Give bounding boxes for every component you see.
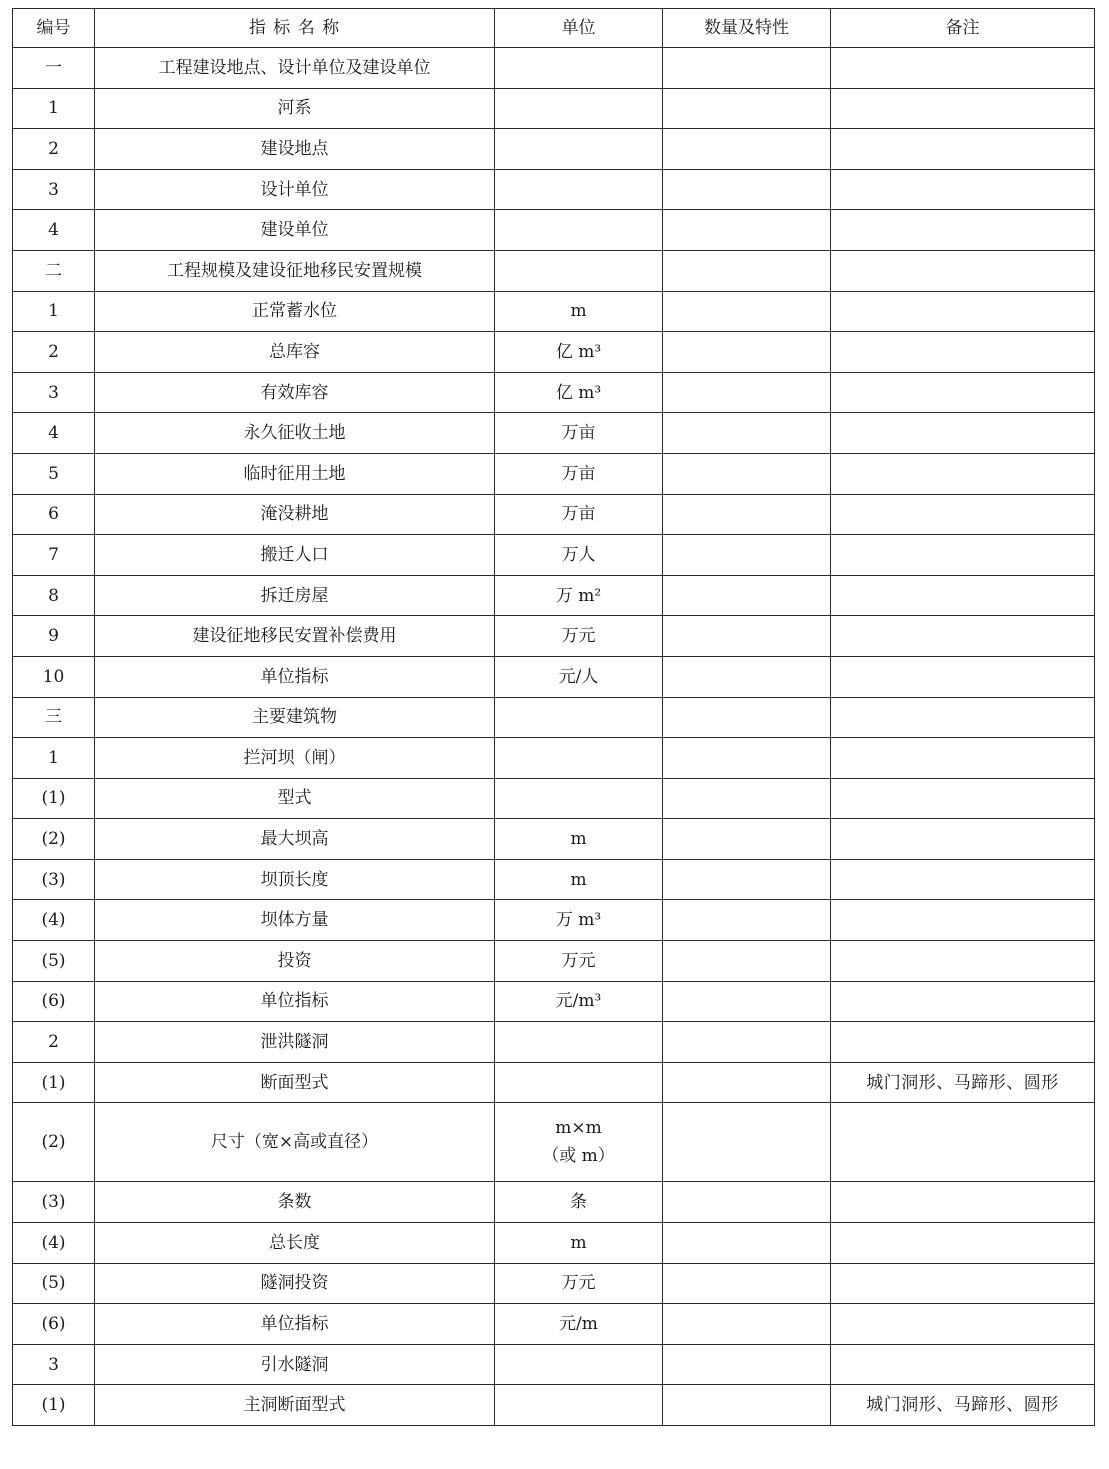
indicator-name-cell: 断面型式 [95, 1062, 495, 1103]
unit-cell [495, 1062, 663, 1103]
row-number-cell: 一 [13, 48, 95, 89]
indicator-name-cell: 河系 [95, 88, 495, 129]
indicator-name-cell: 隧洞投资 [95, 1263, 495, 1304]
unit-cell: 万元 [495, 941, 663, 982]
indicator-name-cell: 主要建筑物 [95, 697, 495, 738]
indicator-name-cell: 建设单位 [95, 210, 495, 251]
remarks-cell [831, 535, 1095, 576]
row-number-cell: 10 [13, 656, 95, 697]
remarks-cell [831, 250, 1095, 291]
unit-cell: 万 m³ [495, 900, 663, 941]
unit-cell: 条 [495, 1182, 663, 1223]
indicator-name-cell: 总库容 [95, 332, 495, 373]
indicator-name-cell: 拆迁房屋 [95, 575, 495, 616]
quantity-cell [663, 48, 831, 89]
unit-cell [495, 1344, 663, 1385]
indicator-name-cell: 型式 [95, 778, 495, 819]
remarks-cell [831, 413, 1095, 454]
remarks-cell [831, 697, 1095, 738]
remarks-cell [831, 372, 1095, 413]
row-number-cell: 5 [13, 453, 95, 494]
table-row [13, 1385, 1095, 1426]
indicator-name-cell: 有效库容 [95, 372, 495, 413]
indicator-name-cell: 单位指标 [95, 1304, 495, 1345]
table-row [13, 738, 1095, 779]
unit-cell: 元/m [495, 1304, 663, 1345]
quantity-cell [663, 819, 831, 860]
indicator-name-cell: 单位指标 [95, 656, 495, 697]
row-number-cell: 二 [13, 250, 95, 291]
indicator-table [12, 8, 1095, 1426]
row-number-cell: (5) [13, 1263, 95, 1304]
quantity-cell [663, 981, 831, 1022]
unit-cell: 元/m³ [495, 981, 663, 1022]
unit-cell: m [495, 1223, 663, 1264]
table-row [13, 1263, 1095, 1304]
quantity-cell [663, 1263, 831, 1304]
unit-line-1: m×m [555, 1118, 602, 1139]
remarks-cell [831, 819, 1095, 860]
row-number-cell: (5) [13, 941, 95, 982]
quantity-cell [663, 859, 831, 900]
table-row [13, 372, 1095, 413]
remarks-cell [831, 210, 1095, 251]
quantity-cell [663, 129, 831, 170]
unit-cell: 万人 [495, 535, 663, 576]
quantity-cell [663, 372, 831, 413]
quantity-cell [663, 656, 831, 697]
row-number-cell: 3 [13, 169, 95, 210]
indicator-name-cell: 设计单位 [95, 169, 495, 210]
row-number-cell: (4) [13, 900, 95, 941]
remarks-cell [831, 169, 1095, 210]
quantity-cell [663, 1223, 831, 1264]
row-number-cell: 1 [13, 291, 95, 332]
row-number-cell: 4 [13, 210, 95, 251]
indicator-name-cell: 主洞断面型式 [95, 1385, 495, 1426]
table-row [13, 941, 1095, 982]
indicator-name-cell: 拦河坝（闸） [95, 738, 495, 779]
remarks-cell [831, 1263, 1095, 1304]
table-row [13, 819, 1095, 860]
unit-cell [495, 697, 663, 738]
indicator-name-cell: 单位指标 [95, 981, 495, 1022]
quantity-cell [663, 575, 831, 616]
row-number-cell: (3) [13, 859, 95, 900]
unit-cell [495, 1103, 663, 1182]
row-number-cell: (1) [13, 1385, 95, 1426]
row-number-cell: (6) [13, 1304, 95, 1345]
unit-cell [495, 129, 663, 170]
quantity-cell [663, 1304, 831, 1345]
header-row [13, 9, 1095, 48]
unit-cell [495, 1022, 663, 1063]
remarks-cell [831, 453, 1095, 494]
indicator-name-cell: 总长度 [95, 1223, 495, 1264]
row-number-cell: 2 [13, 1022, 95, 1063]
row-number-cell: (2) [13, 1103, 95, 1182]
table-row [13, 494, 1095, 535]
unit-cell: 元/人 [495, 656, 663, 697]
row-number-cell: 8 [13, 575, 95, 616]
remarks-cell [831, 494, 1095, 535]
table-row [13, 129, 1095, 170]
indicator-name-cell: 建设征地移民安置补偿费用 [95, 616, 495, 657]
remarks-cell: 城门洞形、马蹄形、圆形 [831, 1385, 1095, 1426]
indicator-name-cell: 引水隧洞 [95, 1344, 495, 1385]
remarks-cell: 城门洞形、马蹄形、圆形 [831, 1062, 1095, 1103]
quantity-cell [663, 210, 831, 251]
table-row [13, 900, 1095, 941]
row-number-cell: 1 [13, 88, 95, 129]
quantity-cell [663, 291, 831, 332]
indicator-name-cell: 坝体方量 [95, 900, 495, 941]
table-row [13, 656, 1095, 697]
unit-cell: 万元 [495, 1263, 663, 1304]
row-number-cell: 2 [13, 129, 95, 170]
remarks-cell [831, 1103, 1095, 1182]
quantity-cell [663, 88, 831, 129]
table-row [13, 1022, 1095, 1063]
unit-cell [495, 210, 663, 251]
indicator-name-cell: 条数 [95, 1182, 495, 1223]
table-row [13, 1103, 1095, 1182]
unit-cell: 万亩 [495, 453, 663, 494]
remarks-cell [831, 1344, 1095, 1385]
remarks-cell [831, 1182, 1095, 1223]
row-number-cell: 9 [13, 616, 95, 657]
header-quantity: 数量及特性 [663, 9, 831, 48]
unit-cell [495, 778, 663, 819]
remarks-cell [831, 88, 1095, 129]
quantity-cell [663, 535, 831, 576]
unit-cell [495, 250, 663, 291]
table-row [13, 332, 1095, 373]
row-number-cell: 6 [13, 494, 95, 535]
remarks-cell [831, 291, 1095, 332]
quantity-cell [663, 1103, 831, 1182]
row-number-cell: 3 [13, 1344, 95, 1385]
indicator-name-cell: 搬迁人口 [95, 535, 495, 576]
unit-line-2: （或 m） [542, 1146, 615, 1167]
indicator-name-cell: 工程规模及建设征地移民安置规模 [95, 250, 495, 291]
table-row [13, 535, 1095, 576]
quantity-cell [663, 1344, 831, 1385]
quantity-cell [663, 941, 831, 982]
table-body [13, 48, 1095, 1426]
row-number-cell: (1) [13, 1062, 95, 1103]
remarks-cell [831, 616, 1095, 657]
unit-cell: 万亩 [495, 494, 663, 535]
table-row [13, 1304, 1095, 1345]
header-unit: 单位 [495, 9, 663, 48]
table-row [13, 616, 1095, 657]
indicator-name-cell: 坝顶长度 [95, 859, 495, 900]
quantity-cell [663, 494, 831, 535]
unit-cell [495, 88, 663, 129]
quantity-cell [663, 738, 831, 779]
table-row [13, 210, 1095, 251]
quantity-cell [663, 616, 831, 657]
table-row [13, 778, 1095, 819]
remarks-cell [831, 941, 1095, 982]
row-number-cell: 3 [13, 372, 95, 413]
unit-cell [495, 48, 663, 89]
unit-cell [495, 169, 663, 210]
table-row [13, 88, 1095, 129]
remarks-cell [831, 332, 1095, 373]
indicator-name-cell: 投资 [95, 941, 495, 982]
table-row [13, 291, 1095, 332]
quantity-cell [663, 778, 831, 819]
remarks-cell [831, 1223, 1095, 1264]
table-row [13, 413, 1095, 454]
table-row [13, 169, 1095, 210]
remarks-cell [831, 981, 1095, 1022]
row-number-cell: 1 [13, 738, 95, 779]
indicator-name-cell: 正常蓄水位 [95, 291, 495, 332]
header-number: 编号 [13, 9, 95, 48]
quantity-cell [663, 1022, 831, 1063]
indicator-name-cell: 临时征用土地 [95, 453, 495, 494]
remarks-cell [831, 1022, 1095, 1063]
indicator-name-cell: 泄洪隧洞 [95, 1022, 495, 1063]
unit-cell: 万亩 [495, 413, 663, 454]
unit-cell: m [495, 819, 663, 860]
header-indicator-name: 指 标 名 称 [95, 9, 495, 48]
row-number-cell: (6) [13, 981, 95, 1022]
table-row [13, 250, 1095, 291]
quantity-cell [663, 697, 831, 738]
remarks-cell [831, 575, 1095, 616]
page [12, 8, 1094, 1426]
unit-cell: 亿 m³ [495, 372, 663, 413]
table-row [13, 48, 1095, 89]
quantity-cell [663, 1062, 831, 1103]
row-number-cell: (2) [13, 819, 95, 860]
remarks-cell [831, 859, 1095, 900]
remarks-cell [831, 1304, 1095, 1345]
table-row [13, 981, 1095, 1022]
quantity-cell [663, 250, 831, 291]
table-row [13, 1062, 1095, 1103]
unit-cell: 万 m² [495, 575, 663, 616]
quantity-cell [663, 413, 831, 454]
unit-cell: m [495, 859, 663, 900]
remarks-cell [831, 48, 1095, 89]
indicator-name-cell: 最大坝高 [95, 819, 495, 860]
remarks-cell [831, 900, 1095, 941]
quantity-cell [663, 1385, 831, 1426]
table-row [13, 859, 1095, 900]
row-number-cell: 2 [13, 332, 95, 373]
row-number-cell: 三 [13, 697, 95, 738]
remarks-cell [831, 738, 1095, 779]
quantity-cell [663, 453, 831, 494]
unit-cell: m [495, 291, 663, 332]
indicator-name-cell: 工程建设地点、设计单位及建设单位 [95, 48, 495, 89]
remarks-cell [831, 129, 1095, 170]
table-row [13, 697, 1095, 738]
indicator-name-cell: 尺寸（宽×高或直径） [95, 1103, 495, 1182]
row-number-cell: 4 [13, 413, 95, 454]
indicator-name-cell: 淹没耕地 [95, 494, 495, 535]
remarks-cell [831, 778, 1095, 819]
row-number-cell: (1) [13, 778, 95, 819]
row-number-cell: (4) [13, 1223, 95, 1264]
table-row [13, 1223, 1095, 1264]
quantity-cell [663, 332, 831, 373]
table-row [13, 1182, 1095, 1223]
quantity-cell [663, 169, 831, 210]
unit-cell: 亿 m³ [495, 332, 663, 373]
row-number-cell: 7 [13, 535, 95, 576]
indicator-name-cell: 永久征收土地 [95, 413, 495, 454]
unit-cell: 万元 [495, 616, 663, 657]
quantity-cell [663, 900, 831, 941]
quantity-cell [663, 1182, 831, 1223]
unit-cell [495, 1385, 663, 1426]
header-remarks: 备注 [831, 9, 1095, 48]
remarks-cell [831, 656, 1095, 697]
indicator-name-cell: 建设地点 [95, 129, 495, 170]
table-row [13, 453, 1095, 494]
unit-cell [495, 738, 663, 779]
table-row [13, 575, 1095, 616]
table-row [13, 1344, 1095, 1385]
row-number-cell: (3) [13, 1182, 95, 1223]
table-header [13, 9, 1095, 48]
